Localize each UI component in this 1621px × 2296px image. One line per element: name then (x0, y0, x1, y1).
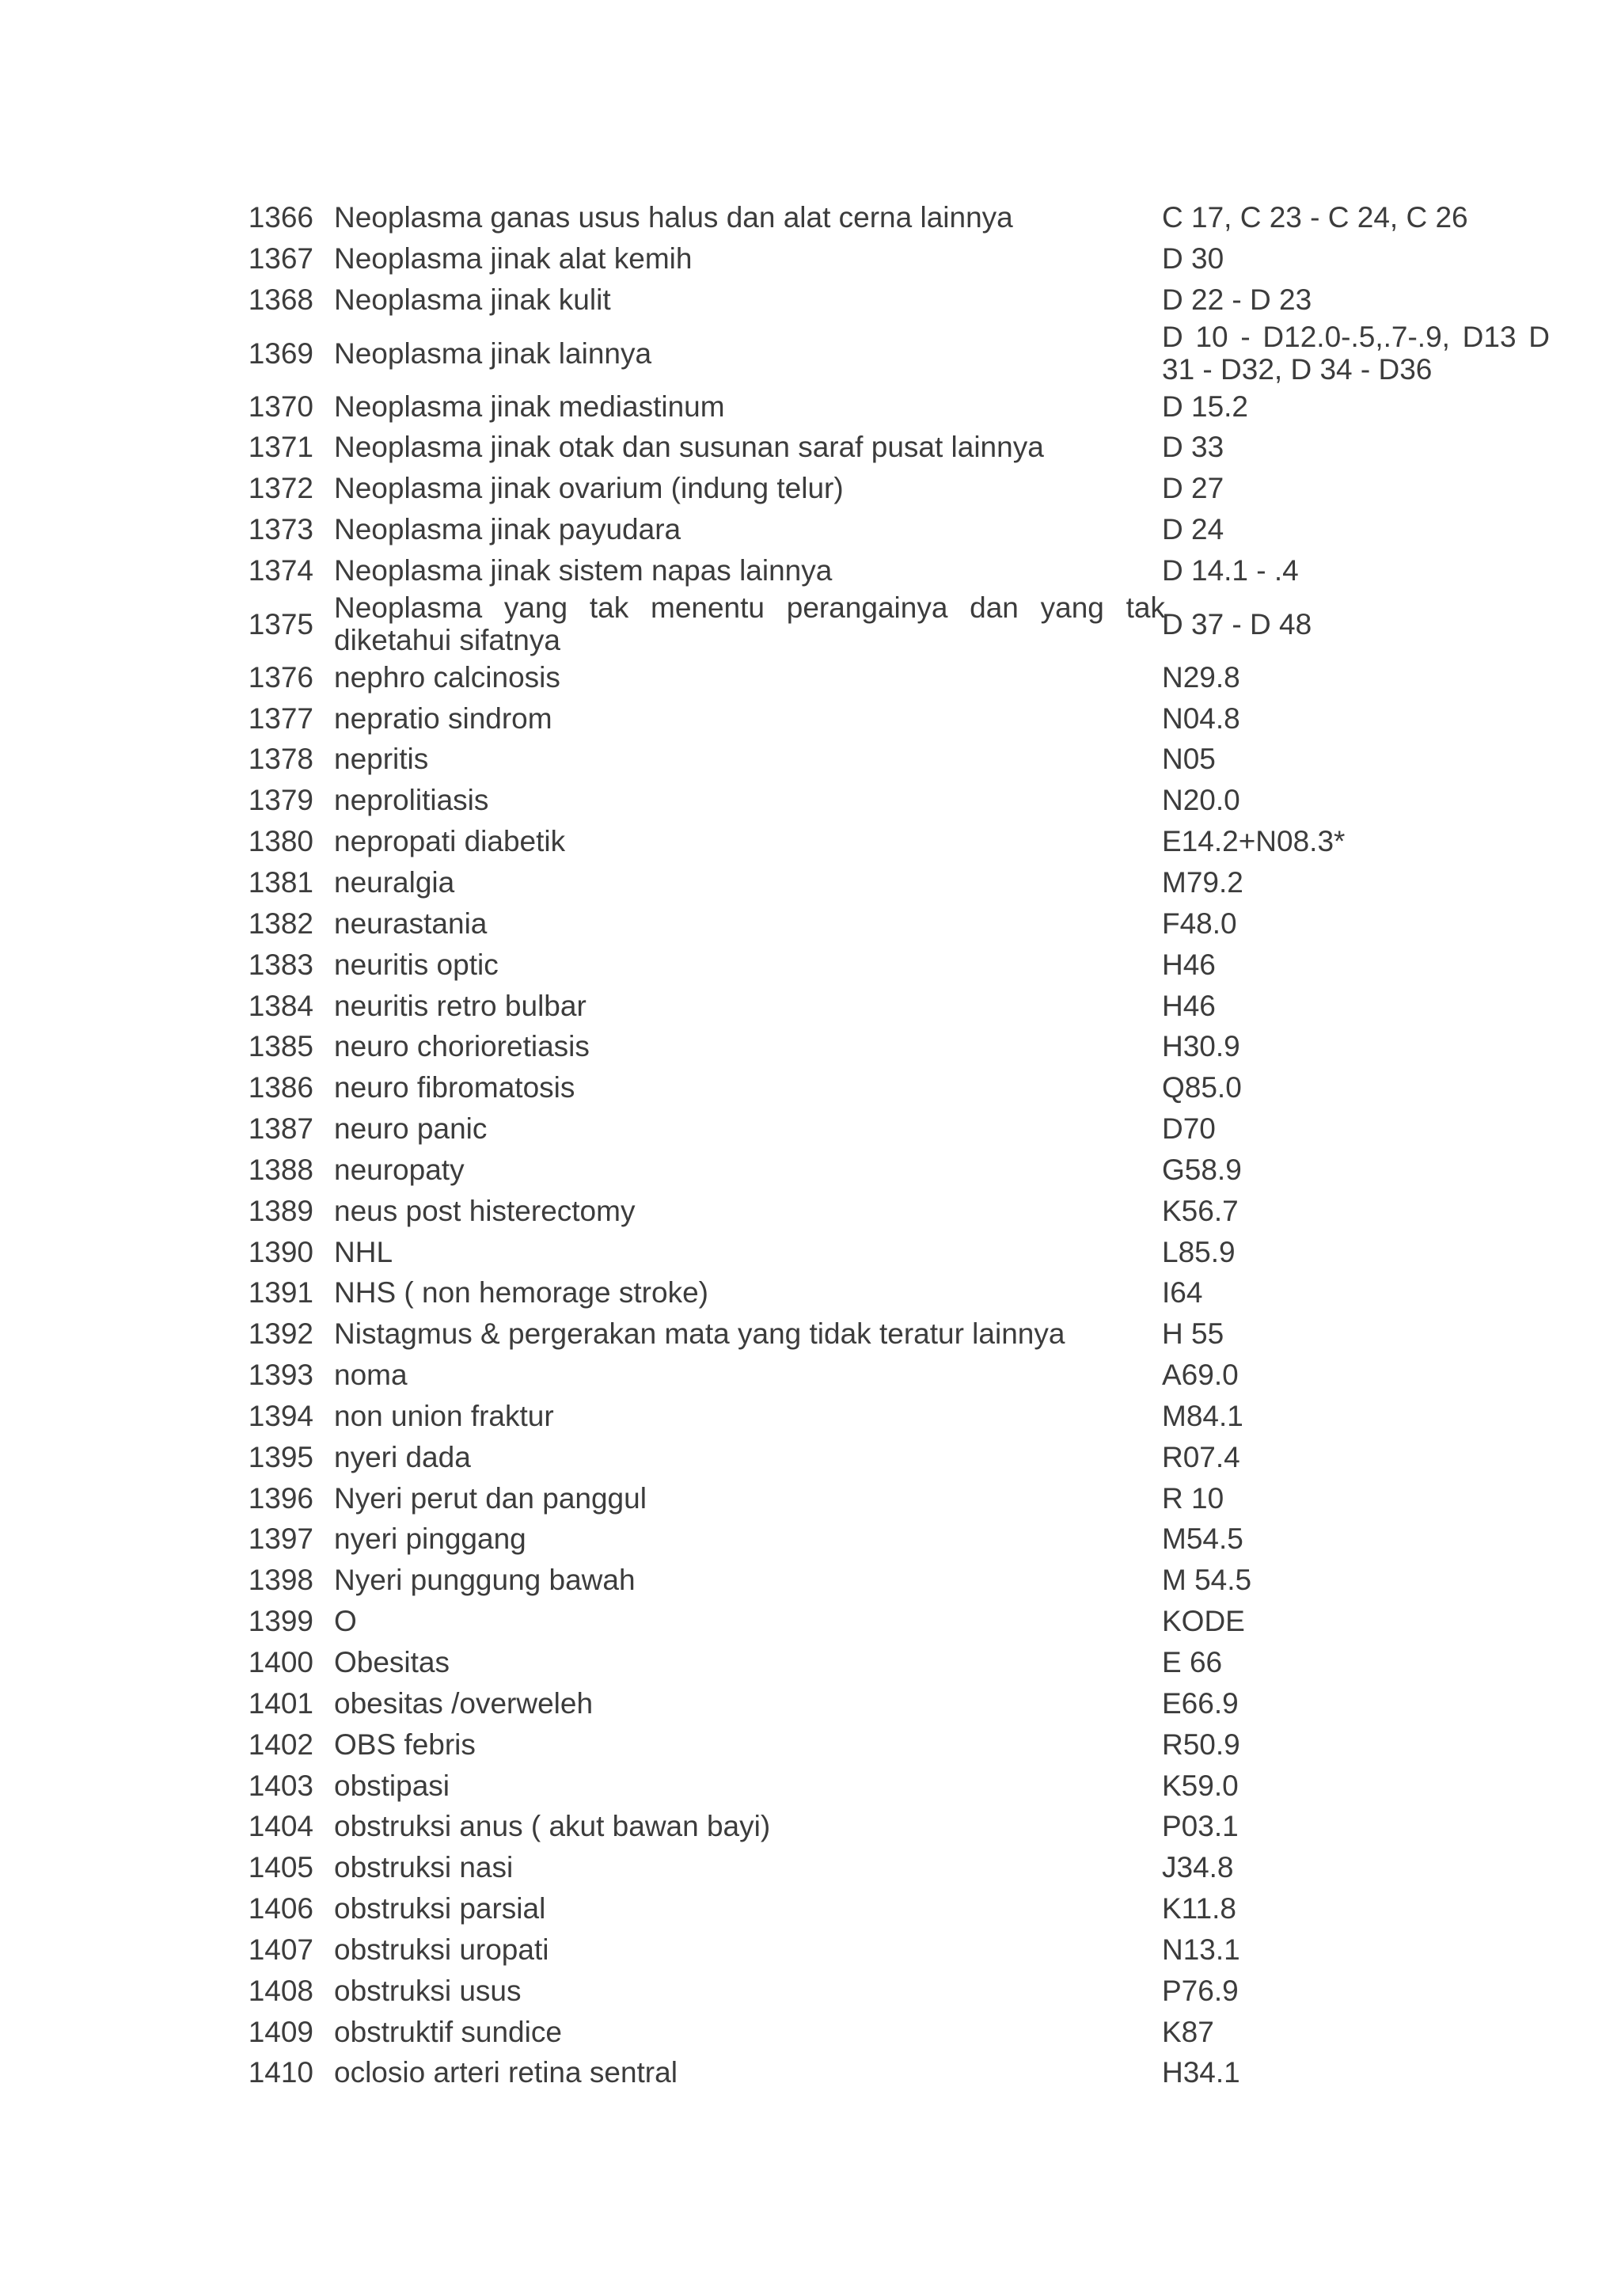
diagnosis-name: Nyeri perut dan panggul (334, 1481, 647, 1515)
icd-code: F48.0 (1162, 907, 1237, 940)
row-number: 1404 (248, 1810, 313, 1843)
row-number: 1377 (248, 701, 313, 735)
row-number: 1370 (248, 390, 313, 423)
icd-code: D 14.1 - .4 (1162, 553, 1299, 587)
diagnosis-name: obstruksi parsial (334, 1892, 546, 1925)
row-number: 1367 (248, 241, 313, 275)
table-row (234, 862, 1564, 903)
row-number: 1390 (248, 1235, 313, 1268)
icd-code: G58.9 (1162, 1153, 1242, 1186)
diagnosis-name: obesitas /overweleh (334, 1686, 594, 1720)
icd-code: E 66 (1162, 1646, 1223, 1678)
table-row (234, 1232, 1564, 1273)
table-row (234, 1929, 1564, 1971)
table-row (234, 780, 1564, 821)
table-row (234, 1396, 1564, 1437)
icd-code: J34.8 (1162, 1851, 1234, 1884)
table-row (234, 1847, 1564, 1888)
table-row (234, 945, 1564, 986)
diagnosis-name: nephro calcinosis (334, 660, 560, 694)
row-number: 1386 (248, 1071, 313, 1104)
row-number: 1395 (248, 1440, 313, 1473)
row-number: 1389 (248, 1194, 313, 1227)
icd-code: D 15.2 (1162, 390, 1249, 423)
row-number: 1383 (248, 948, 313, 981)
diagnosis-name: obstruksi anus ( akut bawan bayi) (334, 1810, 771, 1843)
table-row (234, 238, 1564, 279)
diagnosis-name: OBS febris (334, 1728, 476, 1761)
icd-code: M84.1 (1162, 1399, 1243, 1432)
icd-code: K59.0 (1162, 1769, 1239, 1802)
table-row (234, 1683, 1564, 1724)
icd-code: H30.9 (1162, 1030, 1240, 1063)
table-row (234, 1642, 1564, 1683)
table-row (234, 550, 1564, 591)
diagnosis-name: NHS ( non hemorage stroke) (334, 1276, 708, 1310)
row-number: 1366 (248, 201, 313, 234)
row-number: 1371 (248, 431, 313, 464)
diagnosis-name: Neoplasma jinak otak dan susunan saraf pusat lainnya (334, 431, 1044, 464)
diagnosis-name: neuro panic (334, 1112, 488, 1146)
icd-code: N05 (1162, 743, 1216, 776)
row-number: 1385 (248, 1030, 313, 1063)
diagnosis-name: neuritis retro bulbar (334, 989, 587, 1022)
diagnosis-name: neuritis optic (334, 948, 499, 981)
row-number: 1396 (248, 1481, 313, 1515)
icd-code: D 24 (1162, 513, 1224, 546)
row-number: 1374 (248, 553, 313, 587)
icd-code-table (234, 197, 1564, 2093)
icd-code: H46 (1162, 989, 1216, 1022)
table-row (234, 1313, 1564, 1355)
table-row (234, 1355, 1564, 1396)
diagnosis-name: obstruktif sundice (334, 2015, 562, 2048)
icd-code: D 10 - D12.0-.5,.7-.9, D13 D 31 - D32, D 34 - D36 (1162, 320, 1550, 386)
icd-code: N20.0 (1162, 784, 1240, 817)
diagnosis-name: Neoplasma jinak lainnya (334, 336, 652, 370)
icd-code: R 10 (1162, 1481, 1224, 1515)
table-row (234, 197, 1564, 238)
diagnosis-name: nepratio sindrom (334, 701, 552, 735)
table-row (234, 1026, 1564, 1067)
table-row (234, 321, 1564, 386)
diagnosis-name: NHL (334, 1235, 393, 1268)
icd-code: M54.5 (1162, 1522, 1243, 1556)
icd-code: P76.9 (1162, 1974, 1239, 2007)
diagnosis-name: nyeri dada (334, 1440, 471, 1473)
table-row (234, 1437, 1564, 1478)
diagnosis-name: noma (334, 1359, 408, 1392)
row-number: 1409 (248, 2015, 313, 2048)
diagnosis-name: obstruksi usus (334, 1974, 522, 2007)
table-row (234, 903, 1564, 945)
row-number: 1397 (248, 1522, 313, 1556)
table-row (234, 1560, 1564, 1601)
icd-code: N13.1 (1162, 1933, 1240, 1966)
diagnosis-name: neprolitiasis (334, 784, 489, 817)
row-number: 1369 (248, 336, 313, 370)
icd-code: D70 (1162, 1112, 1216, 1146)
row-number: 1403 (248, 1769, 313, 1802)
row-number: 1399 (248, 1605, 313, 1638)
diagnosis-name: obstruksi uropati (334, 1933, 549, 1966)
row-number: 1400 (248, 1646, 313, 1678)
table-row (234, 468, 1564, 509)
diagnosis-name: Neoplasma jinak mediastinum (334, 390, 725, 423)
row-number: 1382 (248, 907, 313, 940)
row-number: 1406 (248, 1892, 313, 1925)
icd-code: H46 (1162, 948, 1216, 981)
table-row (234, 657, 1564, 698)
diagnosis-name: nepritis (334, 743, 429, 776)
diagnosis-name: Neoplasma jinak ovarium (indung telur) (334, 472, 844, 505)
row-number: 1387 (248, 1112, 313, 1146)
row-number: 1384 (248, 989, 313, 1022)
diagnosis-name: Obesitas (334, 1646, 450, 1678)
icd-code: K11.8 (1162, 1892, 1236, 1925)
icd-code: D 30 (1162, 241, 1224, 275)
diagnosis-name: obstipasi (334, 1769, 450, 1802)
table-row (234, 427, 1564, 468)
table-row (234, 386, 1564, 428)
table-row (234, 2012, 1564, 2053)
row-number: 1380 (248, 825, 313, 858)
diagnosis-name: neus post histerectomy (334, 1194, 636, 1227)
table-row (234, 279, 1564, 321)
diagnosis-name: Neoplasma jinak sistem napas lainnya (334, 553, 833, 587)
table-row (234, 1766, 1564, 1807)
row-number: 1375 (248, 607, 313, 641)
icd-code: Q85.0 (1162, 1071, 1242, 1104)
icd-code: M79.2 (1162, 865, 1243, 899)
icd-code: K56.7 (1162, 1194, 1239, 1227)
diagnosis-name: nyeri pinggang (334, 1522, 526, 1556)
icd-code: H 55 (1162, 1317, 1224, 1351)
table-row (234, 1724, 1564, 1766)
diagnosis-name: nepropati diabetik (334, 825, 566, 858)
icd-code: P03.1 (1162, 1810, 1239, 1843)
icd-code: M 54.5 (1162, 1564, 1252, 1597)
row-number: 1368 (248, 283, 313, 316)
diagnosis-name: non union fraktur (334, 1399, 554, 1432)
row-number: 1398 (248, 1564, 313, 1597)
diagnosis-name: neuro fibromatosis (334, 1071, 575, 1104)
table-row (234, 2052, 1564, 2093)
row-number: 1379 (248, 784, 313, 817)
row-number: 1378 (248, 743, 313, 776)
icd-code: L85.9 (1162, 1235, 1236, 1268)
table-row (234, 1519, 1564, 1560)
diagnosis-name: Neoplasma jinak kulit (334, 283, 611, 316)
table-row (234, 1478, 1564, 1519)
diagnosis-name: Neoplasma ganas usus halus dan alat cerna lainnya (334, 201, 1013, 234)
table-row (234, 986, 1564, 1027)
diagnosis-name: oclosio arteri retina sentral (334, 2056, 678, 2089)
icd-code: N04.8 (1162, 701, 1240, 735)
diagnosis-name: Neoplasma jinak alat kemih (334, 241, 693, 275)
diagnosis-name: neuropaty (334, 1153, 465, 1186)
table-row (234, 821, 1564, 862)
table-row (234, 1191, 1564, 1232)
row-number: 1381 (248, 865, 313, 899)
diagnosis-name: neurastania (334, 907, 488, 940)
table-row (234, 1150, 1564, 1191)
icd-code: E66.9 (1162, 1686, 1239, 1720)
row-number: 1393 (248, 1359, 313, 1392)
table-row (234, 698, 1564, 739)
row-number: 1402 (248, 1728, 313, 1761)
row-number: 1408 (248, 1974, 313, 2007)
icd-code: D 27 (1162, 472, 1224, 505)
icd-code: H34.1 (1162, 2056, 1240, 2089)
icd-code: KODE (1162, 1605, 1245, 1638)
icd-code: C 17, C 23 - C 24, C 26 (1162, 201, 1468, 234)
diagnosis-name: neuro chorioretiasis (334, 1030, 590, 1063)
table-row (234, 1806, 1564, 1847)
table-row (234, 1971, 1564, 2012)
icd-code: E14.2+N08.3* (1162, 825, 1346, 858)
diagnosis-name: Nyeri punggung bawah (334, 1564, 636, 1597)
icd-code: D 37 - D 48 (1162, 607, 1312, 641)
row-number: 1410 (248, 2056, 313, 2089)
diagnosis-name: neuralgia (334, 865, 455, 899)
icd-code: R50.9 (1162, 1728, 1240, 1761)
row-number: 1405 (248, 1851, 313, 1884)
row-number: 1407 (248, 1933, 313, 1966)
icd-code: K87 (1162, 2015, 1214, 2048)
diagnosis-name: Neoplasma jinak payudara (334, 513, 681, 546)
row-number: 1401 (248, 1686, 313, 1720)
table-row (234, 739, 1564, 780)
table-row (234, 1888, 1564, 1929)
diagnosis-name: O (334, 1605, 357, 1638)
table-row (234, 1067, 1564, 1108)
table-row (234, 591, 1564, 657)
table-row (234, 1601, 1564, 1642)
row-number: 1394 (248, 1399, 313, 1432)
icd-code: D 22 - D 23 (1162, 283, 1312, 316)
diagnosis-name: obstruksi nasi (334, 1851, 514, 1884)
row-number: 1388 (248, 1153, 313, 1186)
icd-code: I64 (1162, 1276, 1203, 1310)
row-number: 1372 (248, 472, 313, 505)
diagnosis-name: Nistagmus & pergerakan mata yang tidak teratur lainnya (334, 1317, 1065, 1351)
icd-code: R07.4 (1162, 1440, 1240, 1473)
table-row (234, 509, 1564, 550)
table-row (234, 1272, 1564, 1313)
icd-code: A69.0 (1162, 1359, 1239, 1392)
icd-code: D 33 (1162, 431, 1224, 464)
icd-code: N29.8 (1162, 660, 1240, 694)
row-number: 1391 (248, 1276, 313, 1310)
diagnosis-name: Neoplasma yang tak menentu perangainya dan yang tak diketahui sifatnya (334, 591, 1165, 656)
row-number: 1392 (248, 1317, 313, 1351)
table-row (234, 1108, 1564, 1150)
row-number: 1373 (248, 513, 313, 546)
row-number: 1376 (248, 660, 313, 694)
